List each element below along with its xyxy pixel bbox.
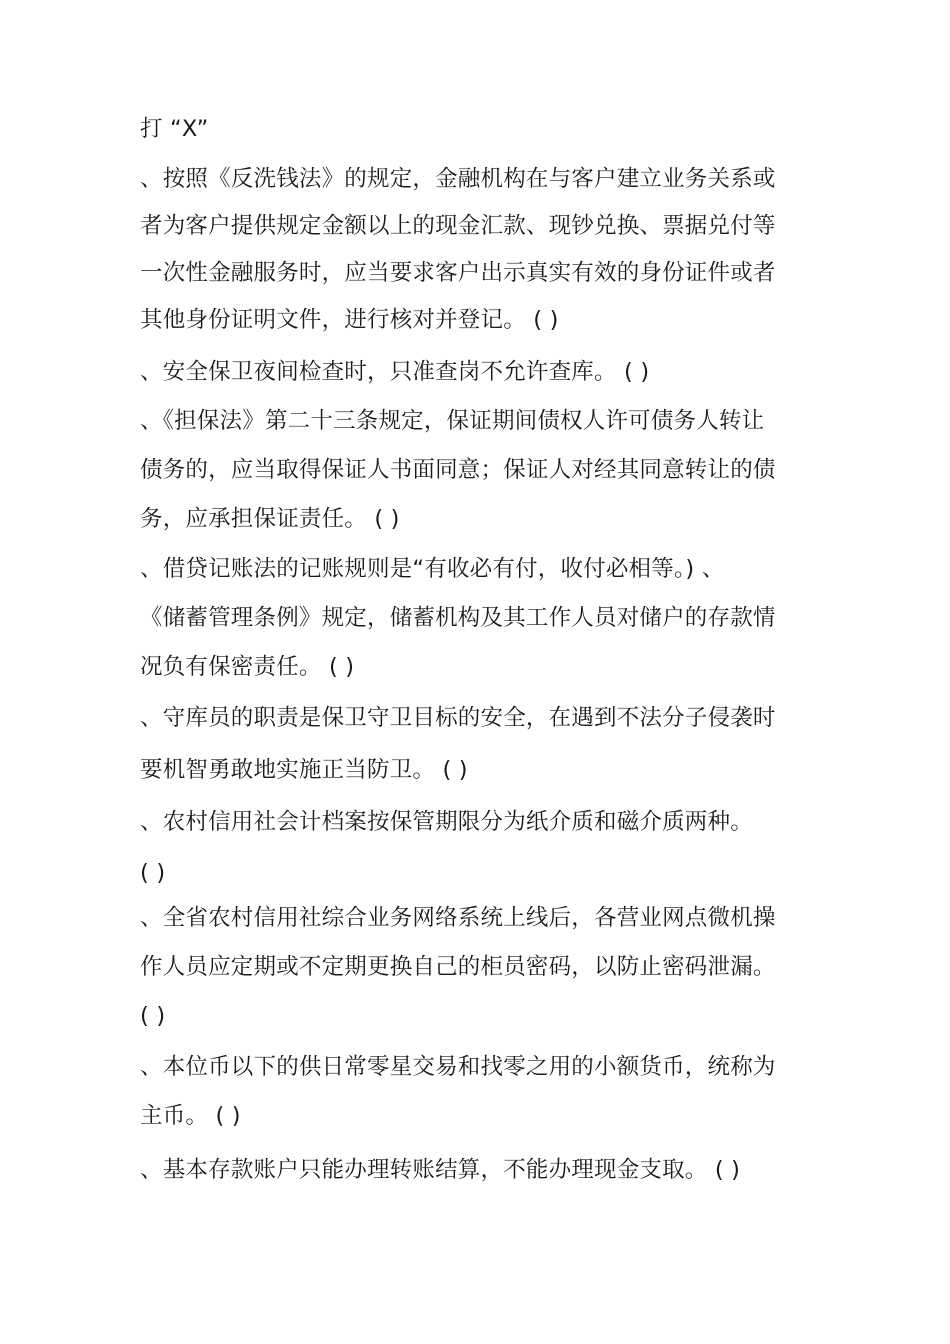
text-line: 、安全保卫夜间检查时，只准查岗不允许查库。 ( )	[140, 359, 650, 385]
text-line: 作人员应定期或不定期更换自己的柜员密码，以防止密码泄漏。	[140, 954, 776, 980]
text-line: ( )	[140, 1003, 166, 1029]
text-line: 《储蓄管理条例》规定，储蓄机构及其工作人员对储户的存款情	[140, 605, 776, 631]
text-line: 务，应承担保证责任。 ( )	[140, 506, 400, 532]
text-line: 、基本存款账户只能办理转账结算，不能办理现金支取。 ( )	[140, 1157, 741, 1183]
text-line: 、全省农村信用社综合业务网络系统上线后，各营业网点微机操	[140, 905, 776, 931]
text-line: 主币。 ( )	[140, 1103, 241, 1129]
text-line: 债务的，应当取得保证人书面同意；保证人对经其同意转让的债	[140, 457, 776, 483]
text-line: 、本位币以下的供日常零星交易和找零之用的小额货币，统称为	[140, 1054, 776, 1080]
text-line: 、农村信用社会计档案按保管期限分为纸介质和磁介质两种。	[140, 809, 753, 835]
text-line: 者为客户提供规定金额以上的现金汇款、现钞兑换、票据兑付等	[140, 213, 776, 239]
text-line: 、守库员的职责是保卫守卫目标的安全，在遇到不法分子侵袭时	[140, 705, 776, 731]
text-line: 、借贷记账法的记账规则是“有收必有付，收付必相等。) 、	[140, 556, 725, 582]
text-line: ( )	[140, 860, 166, 886]
text-line: 、按照《反洗钱法》的规定，金融机构在与客户建立业务关系或	[140, 166, 776, 192]
text-line: 一次性金融服务时，应当要求客户出示真实有效的身份证件或者	[140, 260, 776, 286]
text-line: 要机智勇敢地实施正当防卫。 ( )	[140, 757, 468, 783]
text-line: 、《担保法》第二十三条规定，保证期间债权人许可债务人转让	[140, 408, 765, 434]
text-line: 况负有保密责任。 ( )	[140, 654, 355, 680]
text-line: 打 “X”	[140, 116, 209, 142]
text-line: 其他身份证明文件，进行核对并登记。 ( )	[140, 307, 559, 333]
